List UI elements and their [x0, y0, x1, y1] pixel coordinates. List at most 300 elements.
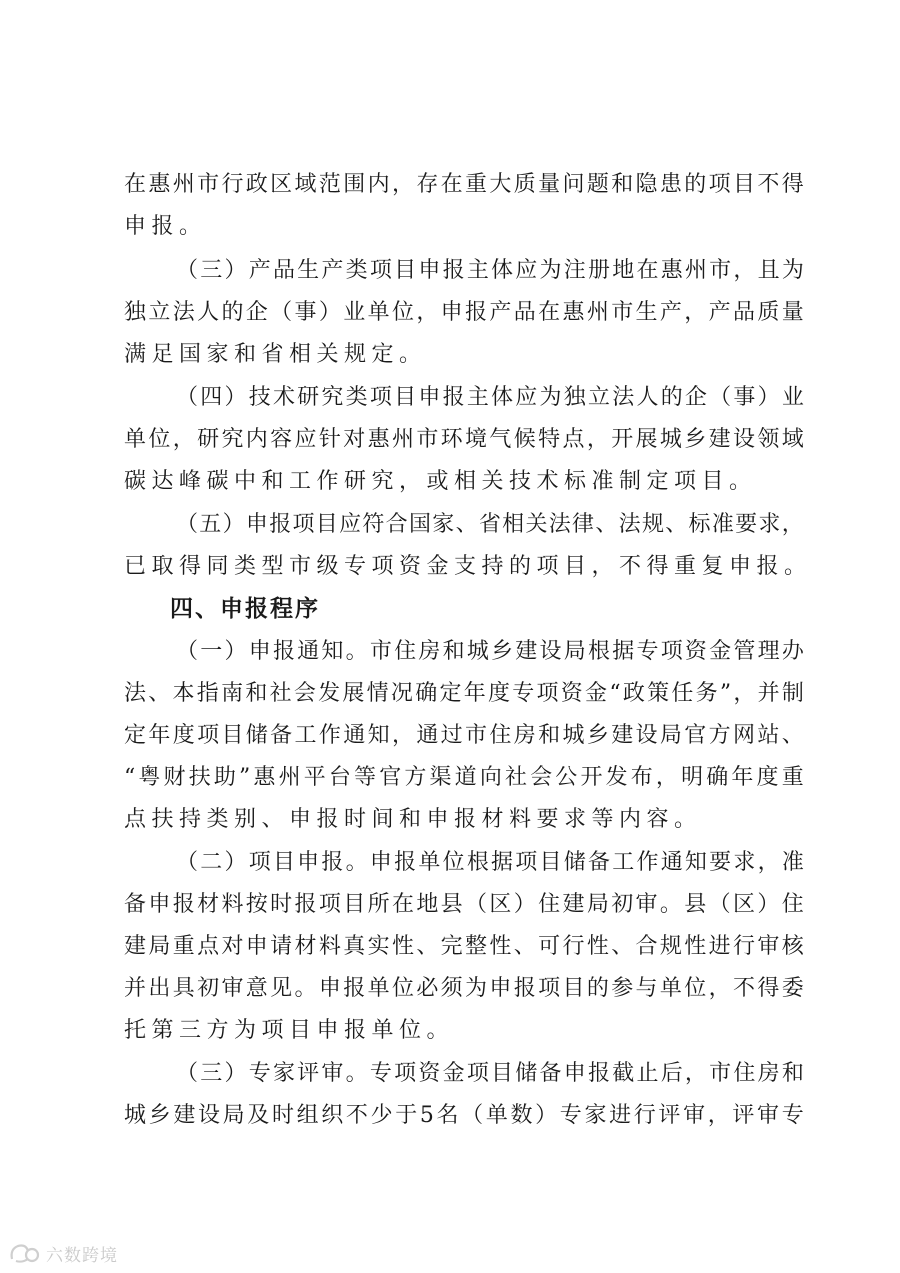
- glyph: ，: [708, 976, 731, 1001]
- glyph: 知: [321, 639, 344, 664]
- glyph: 资: [418, 1061, 441, 1086]
- glyph: 整: [465, 934, 488, 959]
- glyph: 道: [454, 765, 477, 790]
- text-line: [124, 425, 804, 455]
- glyph: 行: [221, 172, 244, 197]
- glyph: ”: [719, 681, 732, 706]
- glyph: 单: [418, 850, 441, 875]
- glyph: 省: [478, 512, 501, 537]
- glyph: 项: [536, 681, 559, 706]
- glyph: 评: [297, 1061, 320, 1086]
- glyph: 惠: [253, 765, 276, 790]
- glyph: 政: [622, 681, 645, 706]
- glyph: 设: [539, 639, 562, 664]
- glyph: 据: [612, 639, 635, 664]
- glyph: 渠: [429, 765, 452, 790]
- glyph: 家: [432, 512, 455, 537]
- glyph: 惠: [148, 172, 171, 197]
- glyph: 二: [200, 850, 223, 875]
- glyph: 要: [735, 512, 758, 537]
- glyph: 和: [781, 1061, 804, 1086]
- glyph: 地: [416, 892, 439, 917]
- glyph: 规: [659, 934, 682, 959]
- text-line: 点扶持类别、申报时间和申报材料要求等内容。: [124, 807, 702, 832]
- glyph: 请: [270, 934, 293, 959]
- glyph: 建: [173, 1103, 196, 1128]
- glyph: 材: [197, 892, 220, 917]
- glyph: 通: [416, 723, 439, 748]
- glyph: 5: [419, 1103, 434, 1128]
- glyph: 究: [321, 385, 344, 410]
- glyph: 事: [294, 300, 317, 325]
- glyph: 设: [197, 1103, 220, 1128]
- glyph: 官: [684, 723, 707, 748]
- glyph: 知: [684, 850, 707, 875]
- glyph: 一: [200, 639, 223, 664]
- glyph: 明: [681, 765, 704, 790]
- glyph: 立: [587, 385, 610, 410]
- glyph: 项: [394, 1061, 417, 1086]
- glyph: 按: [245, 892, 268, 917]
- glyph: 合: [635, 934, 658, 959]
- glyph: 求: [758, 512, 781, 537]
- glyph: 注: [563, 258, 586, 283]
- glyph: 开: [611, 427, 634, 452]
- glyph: 品: [272, 258, 295, 283]
- glyph: 行: [633, 1103, 656, 1128]
- glyph: 南: [221, 681, 244, 706]
- glyph: （: [176, 512, 199, 537]
- glyph: 应: [339, 512, 362, 537]
- glyph: 且: [757, 258, 780, 283]
- glyph: 项: [515, 850, 538, 875]
- glyph: 专: [781, 1103, 804, 1128]
- glyph: 的: [684, 172, 707, 197]
- glyph: 产: [248, 258, 271, 283]
- glyph: 对: [343, 427, 366, 452]
- glyph: 得: [757, 976, 780, 1001]
- glyph: 惠: [660, 258, 683, 283]
- glyph: 申: [297, 850, 320, 875]
- glyph: 市: [709, 1061, 732, 1086]
- glyph: （: [270, 300, 293, 325]
- glyph: 域: [781, 427, 804, 452]
- text-line: [124, 298, 804, 328]
- glyph: 候: [513, 427, 536, 452]
- glyph: 申: [245, 934, 268, 959]
- glyph: 台: [328, 765, 351, 790]
- glyph: 政: [245, 172, 268, 197]
- glyph: 初: [197, 976, 220, 1001]
- glyph: 术: [272, 385, 295, 410]
- glyph: 类: [345, 385, 368, 410]
- glyph: 指: [196, 681, 219, 706]
- glyph: 为: [539, 258, 562, 283]
- glyph: 目: [539, 850, 562, 875]
- glyph: ）: [224, 385, 247, 410]
- glyph: 展: [342, 681, 365, 706]
- glyph: 所: [367, 892, 390, 917]
- glyph: 年: [731, 765, 754, 790]
- glyph: 料: [221, 892, 244, 917]
- glyph: 行: [732, 934, 755, 959]
- glyph: 目: [394, 385, 417, 410]
- glyph: 重: [172, 934, 195, 959]
- glyph: （: [465, 892, 488, 917]
- glyph: 报: [269, 512, 292, 537]
- glyph: 类: [345, 258, 368, 283]
- glyph: “: [124, 765, 136, 790]
- glyph: 项: [197, 723, 220, 748]
- glyph: 应: [515, 258, 538, 283]
- glyph: 进: [609, 1103, 632, 1128]
- glyph: 备: [587, 850, 610, 875]
- glyph: 名: [436, 1103, 459, 1128]
- glyph: 储: [245, 723, 268, 748]
- glyph: 目: [562, 976, 585, 1001]
- glyph: ，: [172, 427, 195, 452]
- glyph: 的: [221, 300, 244, 325]
- glyph: 点: [562, 427, 585, 452]
- glyph: 财: [163, 765, 186, 790]
- glyph: ，: [733, 258, 756, 283]
- glyph: 申: [245, 512, 268, 537]
- glyph: 企: [684, 385, 707, 410]
- glyph: 建: [515, 639, 538, 664]
- glyph: 隐: [635, 172, 658, 197]
- glyph: ）: [318, 300, 341, 325]
- glyph: 报: [294, 892, 317, 917]
- glyph: 况: [390, 681, 413, 706]
- glyph: 企: [245, 300, 268, 325]
- glyph: 专: [369, 1061, 392, 1086]
- glyph: 知: [367, 723, 390, 748]
- glyph: 申: [418, 385, 441, 410]
- watermark-logo-icon: [8, 1241, 42, 1265]
- glyph: 申: [418, 258, 441, 283]
- glyph: 报: [394, 850, 417, 875]
- glyph: 及: [247, 1103, 270, 1128]
- glyph: 、: [781, 723, 804, 748]
- glyph: ）: [224, 1061, 247, 1086]
- glyph: 材: [294, 934, 317, 959]
- glyph: 合: [385, 512, 408, 537]
- glyph: 不: [345, 1103, 368, 1128]
- glyph: 会: [293, 681, 316, 706]
- text-line: [176, 848, 804, 878]
- glyph: 。: [659, 892, 682, 917]
- glyph: 局: [563, 639, 586, 664]
- glyph: ）: [224, 258, 247, 283]
- glyph: 体: [491, 385, 514, 410]
- glyph: （: [461, 1103, 484, 1128]
- glyph: 申: [563, 1061, 586, 1086]
- glyph: （: [176, 639, 199, 664]
- text-line: [176, 510, 804, 540]
- glyph: 围: [343, 172, 366, 197]
- glyph: 委: [781, 976, 804, 1001]
- glyph: 品: [732, 300, 755, 325]
- glyph: 建: [124, 934, 147, 959]
- glyph: ，: [757, 850, 780, 875]
- glyph: 度: [172, 723, 195, 748]
- glyph: 确: [706, 765, 729, 790]
- glyph: 标: [688, 512, 711, 537]
- glyph: 站: [757, 723, 780, 748]
- glyph: 房: [513, 723, 536, 748]
- glyph: 研: [197, 427, 220, 452]
- glyph: 三: [200, 258, 223, 283]
- glyph: 事: [733, 385, 756, 410]
- glyph: 法: [548, 512, 571, 537]
- glyph: 据: [491, 850, 514, 875]
- glyph: 项: [708, 172, 731, 197]
- glyph: 县: [684, 892, 707, 917]
- glyph: 的: [586, 976, 609, 1001]
- glyph: 作: [636, 850, 659, 875]
- glyph: 发: [605, 765, 628, 790]
- glyph: （: [709, 385, 732, 410]
- glyph: 患: [659, 172, 682, 197]
- glyph: 问: [562, 172, 585, 197]
- glyph: 城: [659, 427, 682, 452]
- glyph: 局: [222, 1103, 245, 1128]
- glyph: 助: [213, 765, 236, 790]
- glyph: 料: [318, 934, 341, 959]
- glyph: 重: [465, 172, 488, 197]
- glyph: 官: [379, 765, 402, 790]
- glyph: 市: [369, 639, 392, 664]
- glyph: 项: [538, 976, 561, 1001]
- glyph: 业: [781, 385, 804, 410]
- glyph: 领: [757, 427, 780, 452]
- glyph: 理: [757, 639, 780, 664]
- glyph: 生: [297, 258, 320, 283]
- glyph: （: [708, 892, 731, 917]
- glyph: ）: [757, 892, 780, 917]
- text-line: [124, 721, 804, 751]
- glyph: 性: [391, 934, 414, 959]
- glyph: 目: [732, 172, 755, 197]
- glyph: 量: [538, 172, 561, 197]
- glyph: 惠: [367, 427, 390, 452]
- glyph: ，: [416, 300, 439, 325]
- glyph: 项: [318, 892, 341, 917]
- glyph: 专: [512, 681, 535, 706]
- glyph: 法: [618, 512, 641, 537]
- glyph: 体: [491, 258, 514, 283]
- glyph: 方: [708, 723, 731, 748]
- glyph: ）: [535, 1103, 558, 1128]
- glyph: 域: [294, 172, 317, 197]
- glyph: 为: [465, 976, 488, 1001]
- glyph: 具: [172, 976, 195, 1001]
- glyph: 策: [647, 681, 670, 706]
- text-line: [124, 932, 804, 962]
- glyph: 通: [343, 723, 366, 748]
- glyph: 储: [563, 850, 586, 875]
- glyph: 位: [148, 427, 171, 452]
- glyph: 房: [757, 1061, 780, 1086]
- glyph: 城: [124, 1103, 147, 1128]
- glyph: 工: [294, 723, 317, 748]
- glyph: 定: [439, 681, 462, 706]
- glyph: 见: [270, 976, 293, 1001]
- glyph: 特: [538, 427, 561, 452]
- glyph: 初: [611, 892, 634, 917]
- glyph: 和: [611, 172, 634, 197]
- glyph: （: [176, 258, 199, 283]
- glyph: 报: [442, 258, 465, 283]
- glyph: 家: [584, 1103, 607, 1128]
- glyph: 参: [611, 976, 634, 1001]
- glyph: 气: [489, 427, 512, 452]
- glyph: 市: [197, 172, 220, 197]
- glyph: 并: [757, 681, 780, 706]
- glyph: 报: [172, 892, 195, 917]
- glyph: 扶: [188, 765, 211, 790]
- glyph: ，: [391, 172, 414, 197]
- glyph: 为: [781, 258, 804, 283]
- glyph: 出: [148, 976, 171, 1001]
- glyph: 存: [416, 172, 439, 197]
- text-line: [124, 170, 804, 200]
- glyph: “: [609, 681, 621, 706]
- glyph: 目: [272, 850, 295, 875]
- glyph: 可: [538, 934, 561, 959]
- glyph: 家: [272, 1061, 295, 1086]
- glyph: 区: [732, 892, 755, 917]
- glyph: 目: [343, 892, 366, 917]
- glyph: 粤: [138, 765, 161, 790]
- glyph: 。: [345, 639, 368, 664]
- glyph: 金: [585, 681, 608, 706]
- glyph: 惠: [562, 300, 585, 325]
- glyph: 作: [318, 723, 341, 748]
- glyph: 专: [636, 639, 659, 664]
- glyph: 对: [221, 934, 244, 959]
- glyph: 建: [708, 427, 731, 452]
- glyph: 确: [415, 681, 438, 706]
- glyph: 、: [148, 681, 171, 706]
- glyph: 针: [318, 427, 341, 452]
- glyph: 准: [711, 512, 734, 537]
- glyph: ，: [733, 681, 756, 706]
- glyph: 于: [395, 1103, 418, 1128]
- glyph: 技: [248, 385, 271, 410]
- glyph: 人: [636, 385, 659, 410]
- glyph: 规: [641, 512, 664, 537]
- glyph: 审: [635, 892, 658, 917]
- glyph: 度: [756, 765, 779, 790]
- glyph: 建: [562, 892, 585, 917]
- glyph: 行: [562, 934, 585, 959]
- glyph: 册: [587, 258, 610, 283]
- glyph: 性: [684, 934, 707, 959]
- glyph: 评: [732, 1103, 755, 1128]
- text-line: [124, 679, 804, 709]
- glyph: 性: [489, 934, 512, 959]
- text-line: [124, 763, 804, 793]
- glyph: 主: [466, 385, 489, 410]
- glyph: 住: [781, 892, 804, 917]
- glyph: 向: [479, 765, 502, 790]
- text-line: 已取得同类型市级专项资金支持的项目，不得重复申报。: [124, 554, 812, 579]
- glyph: 开: [580, 765, 603, 790]
- glyph: 法: [172, 300, 195, 325]
- glyph: 布: [630, 765, 653, 790]
- glyph: 等: [354, 765, 377, 790]
- glyph: 申: [489, 976, 512, 1001]
- glyph: 年: [463, 681, 486, 706]
- glyph: 法: [124, 681, 147, 706]
- glyph: 产: [321, 258, 344, 283]
- glyph: 组: [296, 1103, 319, 1128]
- glyph: 律: [572, 512, 595, 537]
- glyph: 实: [367, 934, 390, 959]
- glyph: 。: [294, 976, 317, 1001]
- glyph: 社: [504, 765, 527, 790]
- glyph: 质: [757, 300, 780, 325]
- glyph: 单: [124, 427, 147, 452]
- glyph: 在: [124, 172, 147, 197]
- glyph: 局: [659, 723, 682, 748]
- glyph: 与: [635, 976, 658, 1001]
- glyph: 和: [442, 639, 465, 664]
- glyph: 专: [559, 1103, 582, 1128]
- glyph: 专: [248, 1061, 271, 1086]
- glyph: 建: [611, 723, 634, 748]
- glyph: 金: [442, 1061, 465, 1086]
- glyph: 法: [612, 385, 635, 410]
- glyph: 制: [781, 681, 804, 706]
- glyph: 县: [440, 892, 463, 917]
- glyph: 展: [635, 427, 658, 452]
- glyph: 数: [510, 1103, 533, 1128]
- glyph: 三: [200, 1061, 223, 1086]
- glyph: 和: [538, 723, 561, 748]
- glyph: 、: [665, 512, 688, 537]
- glyph: 根: [466, 850, 489, 875]
- glyph: 地: [612, 258, 635, 283]
- glyph: 相: [502, 512, 525, 537]
- glyph: 时: [270, 892, 293, 917]
- glyph: 独: [124, 300, 147, 325]
- watermark-text: 六数跨境: [46, 1245, 118, 1266]
- glyph: 产: [708, 300, 731, 325]
- glyph: 务: [695, 681, 718, 706]
- glyph: 社: [269, 681, 292, 706]
- glyph: 市: [611, 300, 634, 325]
- glyph: ，: [655, 765, 678, 790]
- glyph: 平: [303, 765, 326, 790]
- glyph: 局: [148, 934, 171, 959]
- glyph: 内: [245, 427, 268, 452]
- glyph: 单: [485, 1103, 508, 1128]
- glyph: 容: [270, 427, 293, 452]
- glyph: 乡: [148, 1103, 171, 1128]
- glyph: 、: [595, 512, 618, 537]
- glyph: 环: [440, 427, 463, 452]
- text-line: 碳达峰碳中和工作研究，或相关技术标准制定项目。: [124, 469, 757, 494]
- glyph: 资: [684, 639, 707, 664]
- glyph: 根: [587, 639, 610, 664]
- glyph: 报: [343, 976, 366, 1001]
- glyph: 核: [781, 934, 804, 959]
- glyph: 网: [732, 723, 755, 748]
- glyph: 、: [611, 934, 634, 959]
- glyph: 本: [172, 681, 195, 706]
